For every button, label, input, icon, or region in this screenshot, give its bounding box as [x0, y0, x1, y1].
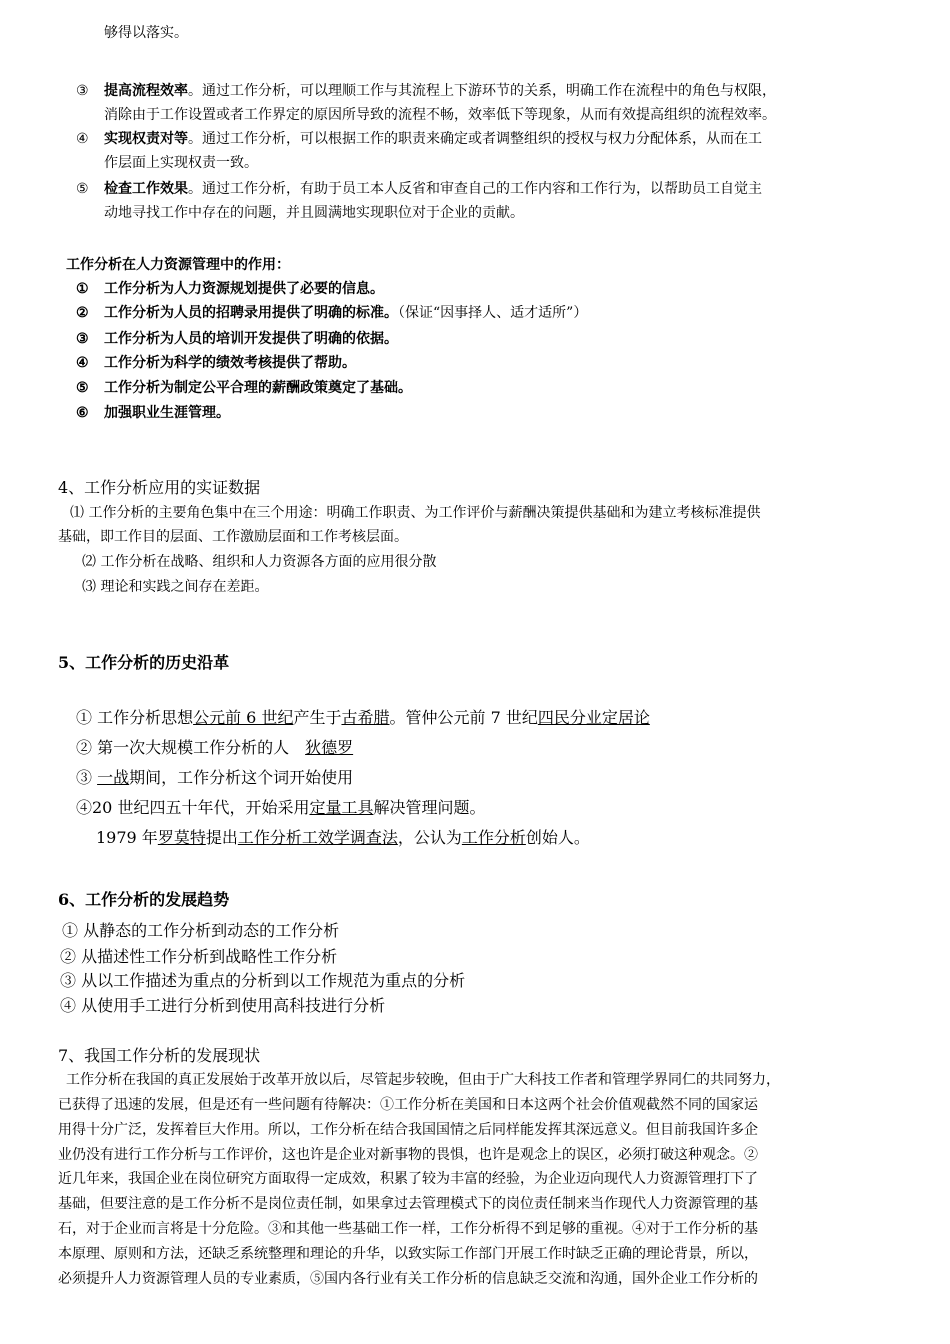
list-item	[76, 178, 762, 198]
list-item: ④ 从使用手工进行分析到使用高科技进行分析	[60, 996, 386, 1015]
underlined-term: 定量工具	[309, 798, 374, 817]
text: 期间，工作分析这个词开始使用	[129, 768, 354, 787]
text: 1979 年	[96, 828, 158, 847]
item-number: ④	[76, 355, 89, 371]
subsection-heading: 工作分析在人力资源管理中的作用：	[66, 257, 290, 273]
list-item: ② 从描述性工作分析到战略性工作分析	[60, 947, 338, 966]
item-number: ①	[76, 281, 89, 297]
text: ，公认为	[397, 828, 462, 847]
item-keyword: 实现权责对等	[104, 131, 188, 147]
item-number: ⑤	[76, 380, 89, 396]
item-text: 工作分析为人员的培训开发提供了明确的依据。	[104, 331, 398, 347]
item-number: ③	[76, 83, 89, 99]
text: 动地寻找工作中存在的问题，并且圆满地实现职位对于企业的贡献。	[104, 205, 524, 221]
item-text: 。通过工作分析，有助于员工本人反省和审查自己的工作内容和工作行为，以帮助员工自觉主	[188, 181, 762, 197]
paragraph-line: 石，对于企业而言将是十分危险。③和其他一些基础工作一样，工作分析得不到足够的重视。④对于工作分析的基	[58, 1221, 758, 1237]
paragraph-line: 业仍没有进行工作分析与工作评价，这也许是企业对新事物的畏惧，也许是观念上的误区，必须打破这种观念。②	[58, 1147, 758, 1163]
item-text: 。通过工作分析，可以根据工作的职责来确定或者调整组织的授权与权力分配体系，从而在工	[188, 131, 762, 147]
item-text: 。通过工作分析，可以理顺工作与其流程上下游环节的关系，明确工作在流程中的角色与权限，	[188, 83, 776, 99]
item-text: 工作分析为人力资源规划提供了必要的信息。	[104, 281, 384, 297]
text: ② 第一次大规模工作分析的人	[76, 738, 306, 757]
list-item	[76, 328, 398, 348]
section-title: 4、工作分析应用的实证数据	[58, 478, 261, 497]
item-text: 工作分析为人员的招聘录用提供了明确的标准。	[104, 305, 398, 321]
underlined-term: 狄德罗	[305, 738, 354, 757]
text: 够得以落实。	[104, 25, 188, 41]
paragraph-line: 基础，但要注意的是工作分析不是岗位责任制，如果拿过去管理模式下的岗位责任制来当作现代人力资源管理的基	[58, 1196, 758, 1212]
paragraph-line	[104, 202, 524, 222]
section-title: 5、工作分析的历史沿革	[58, 653, 230, 672]
list-item	[76, 278, 384, 298]
history-line	[76, 765, 353, 788]
list-item	[76, 352, 356, 372]
underlined-term: 古希腊	[341, 708, 390, 727]
text: ① 工作分析思想	[76, 708, 194, 727]
item-note: （保证“因事择人、适才适所”）	[398, 305, 588, 321]
item-keyword: 检查工作效果	[104, 181, 188, 197]
paragraph-line: 必须提升人力资源管理人员的专业素质，⑤国内各行业有关工作分析的信息缺乏交流和沟通，国外企业工作分析的	[58, 1271, 758, 1287]
item-text: 工作分析为科学的绩效考核提供了帮助。	[104, 355, 356, 371]
underlined-term: 一战	[97, 768, 130, 787]
item-number: ⑤	[76, 181, 89, 197]
text: ④20 世纪四五十年代，开始采用	[76, 798, 310, 817]
history-line	[76, 705, 650, 728]
text: ③	[76, 768, 98, 787]
history-line	[96, 825, 590, 848]
text: 提出	[205, 828, 238, 847]
item-number: ④	[76, 131, 89, 147]
section-title: 7、我国工作分析的发展现状	[58, 1046, 261, 1065]
text: 创始人。	[525, 828, 590, 847]
underlined-term: 罗莫特	[157, 828, 206, 847]
item-keyword: 提高流程效率	[104, 83, 188, 99]
underlined-term: 四民分业定居论	[537, 708, 650, 727]
paragraph-line	[104, 22, 188, 42]
item-number: ②	[76, 305, 89, 321]
list-item	[76, 377, 412, 397]
text: 作层面上实现权责一致。	[104, 155, 258, 171]
item-number: ③	[76, 331, 89, 347]
paragraph-line	[104, 104, 776, 124]
paragraph-line: 本原理、原则和方法，还缺乏系统整理和理论的升华，以致实际工作部门开展工作时缺乏正确的理论背景，所以，	[58, 1246, 758, 1262]
list-item	[76, 80, 776, 100]
text: 消除由于工作设置或者工作界定的原因所导致的流程不畅，效率低下等现象，从而有效提高组织的流程效率。	[104, 107, 776, 123]
item-text: 工作分析为制定公平合理的薪酬政策奠定了基础。	[104, 380, 412, 396]
underlined-term: 工作分析工效学调查法	[237, 828, 398, 847]
paragraph-line: ⑴ 工作分析的主要角色集中在三个用途：明确工作职责、为工作评价与薪酬决策提供基础和为建立考核标准提供	[70, 505, 761, 521]
list-item	[76, 402, 230, 422]
paragraph-line	[104, 152, 258, 172]
text: 解决管理问题。	[373, 798, 486, 817]
underlined-term: 公元前 6 世纪	[193, 708, 294, 727]
text: 产生于	[293, 708, 342, 727]
paragraph-line: 基础，即工作目的层面、工作激励层面和工作考核层面。	[58, 529, 408, 545]
item-number: ⑥	[76, 405, 89, 421]
list-item: ③ 从以工作描述为重点的分析到以工作规范为重点的分析	[60, 971, 466, 990]
list-item: ① 从静态的工作分析到动态的工作分析	[62, 921, 340, 940]
text: 。管仲公元前 7 世纪	[389, 708, 538, 727]
section-title: 6、工作分析的发展趋势	[58, 890, 230, 909]
paragraph-line: ⑵ 工作分析在战略、组织和人力资源各方面的应用很分散	[82, 554, 437, 570]
paragraph-line: 已获得了迅速的发展，但是还有一些问题有待解决：①工作分析在美国和日本这两个社会价值观截然不同的国家运	[58, 1097, 758, 1113]
list-item	[76, 128, 762, 148]
underlined-term: 工作分析	[461, 828, 526, 847]
list-item	[76, 302, 587, 322]
paragraph-line: 工作分析在我国的真正发展始于改革开放以后，尽管起步较晚，但由于广大科技工作者和管理学界同仁的共同努力，	[66, 1072, 780, 1088]
paragraph-line: 用得十分广泛，发挥着巨大作用。所以，工作分析在结合我国国情之后同样能发挥其深远意义。但目前我国许多企	[58, 1122, 758, 1138]
paragraph-line: ⑶ 理论和实践之间存在差距。	[82, 579, 269, 595]
history-line	[76, 795, 485, 818]
history-line	[76, 735, 353, 758]
paragraph-line: 近几年来，我国企业在岗位研究方面取得一定成效，积累了较为丰富的经验，为企业迈向现代人力资源管理打下了	[58, 1171, 758, 1187]
item-text: 加强职业生涯管理。	[104, 405, 230, 421]
